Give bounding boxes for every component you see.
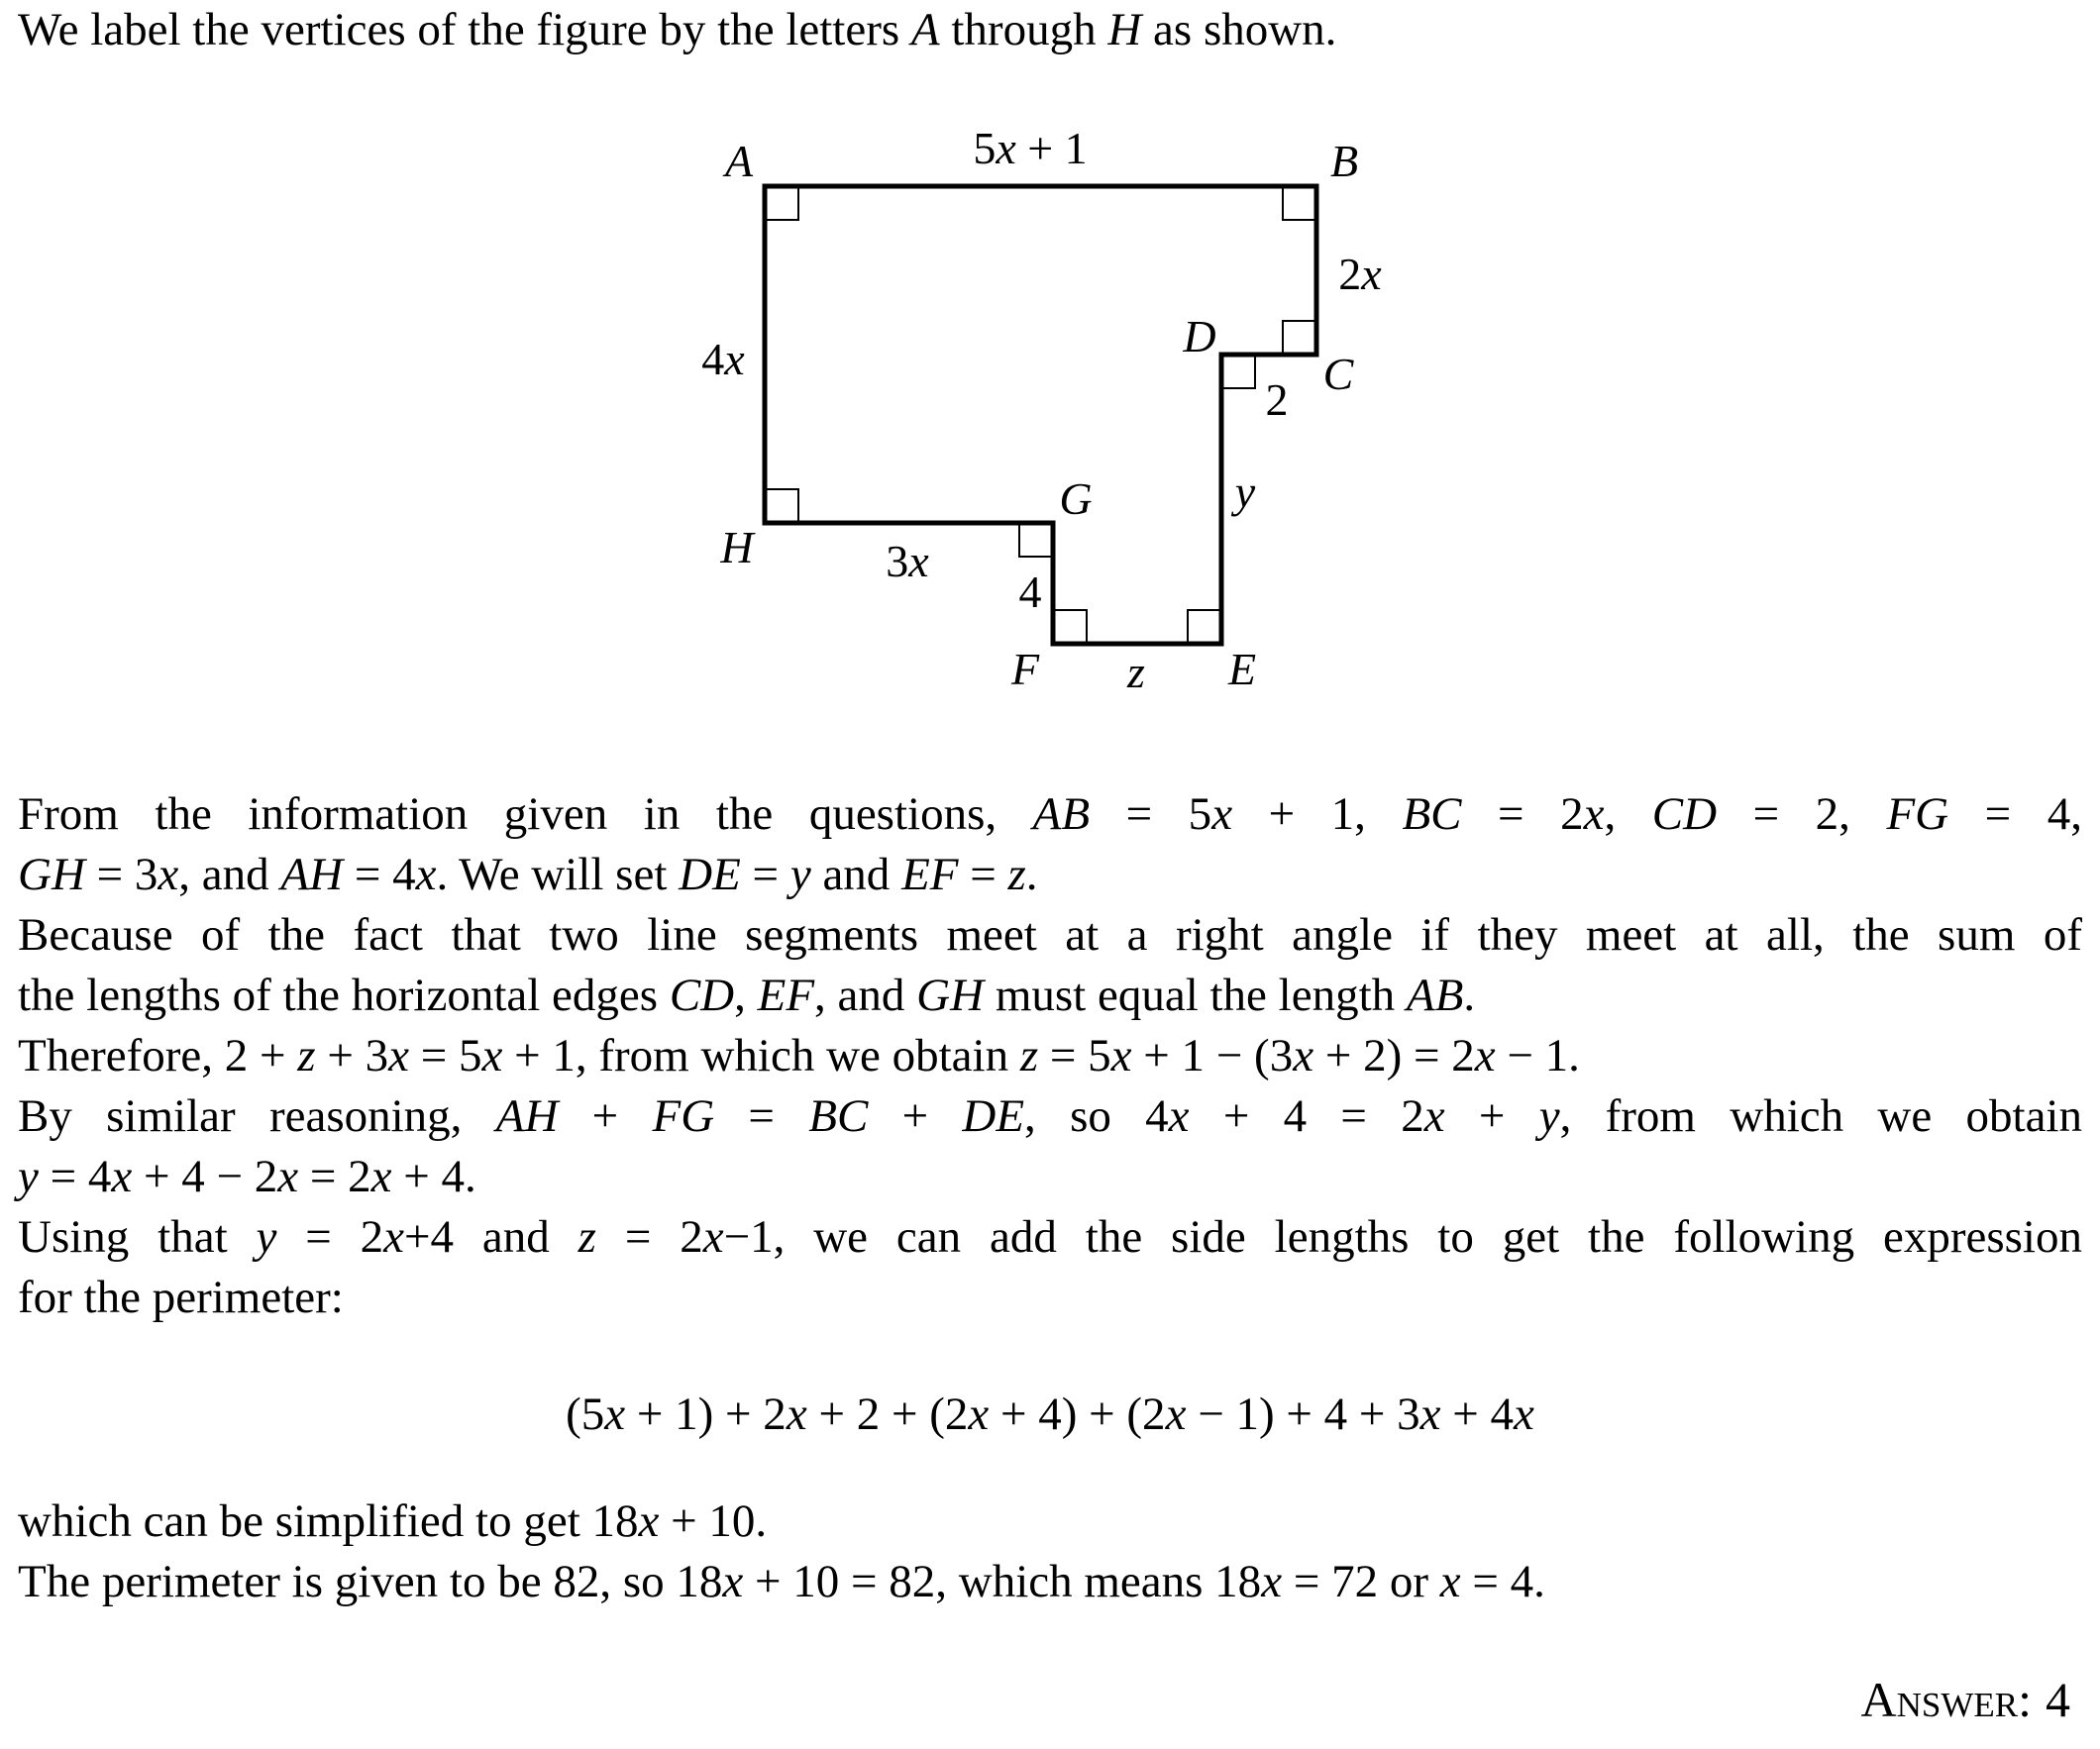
right-angle-marker-c <box>1283 321 1316 355</box>
side-label-de: y <box>1234 466 1256 517</box>
side-label-fg: 4 <box>1018 566 1042 617</box>
figure-canvas <box>683 119 1397 713</box>
right-angle-marker-h <box>765 489 798 523</box>
side-label-ha: 4x <box>701 334 745 384</box>
vertex-label-e: E <box>1227 644 1257 694</box>
right-angle-marker-e <box>1188 610 1221 644</box>
vertex-label-c: C <box>1322 349 1354 399</box>
right-angle-marker-a <box>765 186 798 220</box>
figure <box>683 119 1397 713</box>
solution-line: the lengths of the horizontal edges CD, EF, and GH must equal the length AB. <box>18 970 1476 1021</box>
right-angle-marker-d <box>1221 355 1255 388</box>
closing-line: which can be simplified to get 18x + 10. <box>18 1495 768 1547</box>
side-label-gh: 3x <box>886 536 929 586</box>
solution-text <box>18 784 2082 1328</box>
closing-line: The perimeter is given to be 82, so 18x + 10 = 82, which means 18x = 72 or x = 4. <box>18 1556 1545 1607</box>
solution-line: Because of the fact that two line segments meet at a right angle if they meet at all, the sum of <box>18 909 2082 961</box>
right-angle-marker-b <box>1283 186 1316 220</box>
intro-line: We label the vertices of the figure by the letters A through H as shown. <box>18 4 1337 55</box>
vertex-label-b: B <box>1329 136 1359 186</box>
solution-line: By similar reasoning, AH + FG = BC + DE, so 4x + 4 = 2x + y, from which we obtain <box>18 1090 2082 1142</box>
vertex-label-h: H <box>720 522 754 572</box>
vertex-label-g: G <box>1059 473 1093 524</box>
side-label-cd: 2 <box>1265 374 1289 425</box>
solution-line: Using that y = 2x+4 and z = 2x−1, we can add the side lengths to get the following expression <box>18 1211 2082 1263</box>
right-angle-marker-g <box>1019 523 1053 557</box>
solution-line: Therefore, 2 + z + 3x = 5x + 1, from which we obtain z = 5x + 1 − (3x + 2) = 2x − 1. <box>18 1030 1580 1081</box>
side-label-ab: 5x + 1 <box>973 123 1088 173</box>
side-label-bc: 2x <box>1338 249 1382 299</box>
perimeter-equation: (5x + 1) + 2x + 2 + (2x + 4) + (2x − 1) + 4 + 3x + 4x <box>566 1389 1534 1440</box>
solution-line: for the perimeter: <box>18 1272 344 1323</box>
side-label-ef: z <box>1127 647 1145 697</box>
right-angle-marker-f <box>1053 610 1087 644</box>
solution-line: y = 4x + 4 − 2x = 2x + 4. <box>18 1151 476 1202</box>
vertex-label-a: A <box>724 136 754 186</box>
vertex-label-d: D <box>1183 311 1216 361</box>
closing-text <box>18 1492 2082 1612</box>
answer-label: Answer: <box>1860 1672 2032 1727</box>
solution-line: GH = 3x, and AH = 4x. We will set DE = y and EF = z. <box>18 849 1038 900</box>
vertex-label-f: F <box>1010 644 1040 694</box>
answer-value: 4 <box>2046 1672 2070 1727</box>
solution-line: From the information given in the questions, AB = 5x + 1, BC = 2x, CD = 2, FG = 4, <box>18 788 2082 840</box>
answer-line <box>1861 1670 2071 1730</box>
